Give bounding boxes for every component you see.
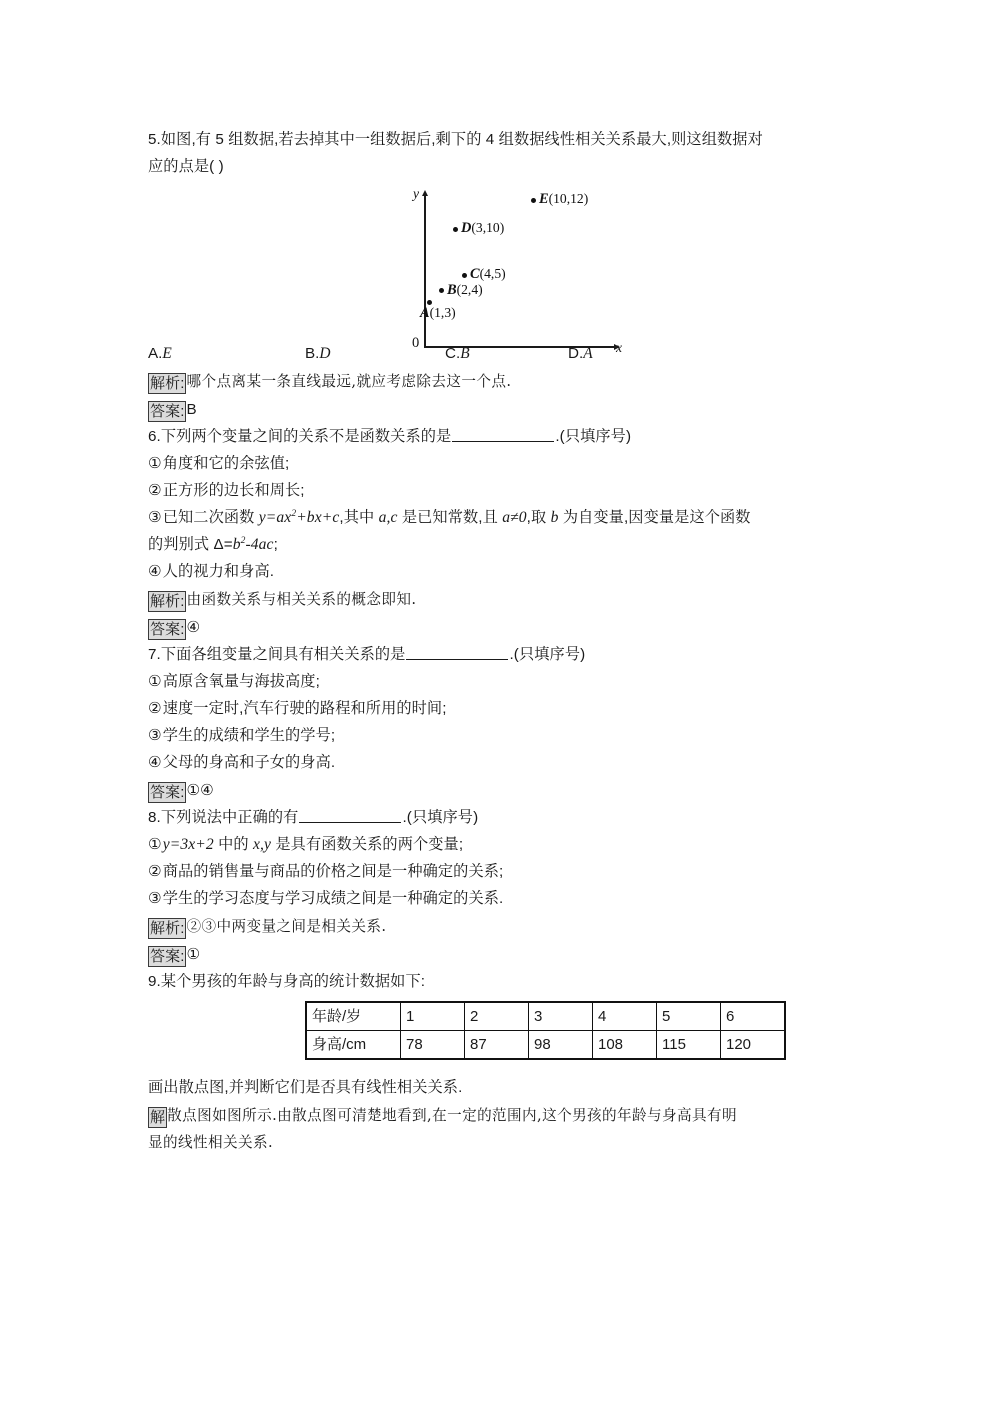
question-6-item-4: ④人的视力和身高. xyxy=(148,563,275,580)
question-6-answer xyxy=(148,614,858,641)
age-cell-1: 1 xyxy=(401,1002,465,1031)
age-cell-6: 6 xyxy=(721,1002,786,1031)
question-8-answer xyxy=(148,941,858,968)
question-9-solution-line1 xyxy=(148,1102,858,1129)
age-height-table xyxy=(305,1001,786,1060)
answer-text: ①④ xyxy=(186,782,214,799)
table-row xyxy=(306,1031,785,1060)
height-cell-3: 98 xyxy=(529,1031,593,1060)
solution-label: 解 xyxy=(150,1109,166,1126)
question-8-item-2: ②商品的销售量与商品的价格之间是一种确定的关系; xyxy=(148,863,504,880)
fill-blank[interactable] xyxy=(406,645,508,660)
choice-C[interactable]: C.B xyxy=(445,345,470,362)
x-axis-label: x xyxy=(616,340,623,355)
scatter-point-C xyxy=(462,273,467,278)
question-5-analysis xyxy=(148,368,858,395)
answer-label: 答案: xyxy=(150,403,185,420)
answer-label: 答案: xyxy=(150,784,185,801)
question-7-answer xyxy=(148,777,858,804)
document-page xyxy=(148,0,858,1156)
question-7-item-3: ③学生的成绩和学生的学号; xyxy=(148,727,336,744)
fill-blank[interactable] xyxy=(452,427,554,442)
question-8-stem: 8.下列说法中正确的有 .(只填序号) xyxy=(148,809,479,826)
question-6-item-2: ②正方形的边长和周长; xyxy=(148,482,305,499)
y-axis-arrow-icon xyxy=(422,190,428,196)
question-5-stem-line2: 应的点是( ) xyxy=(148,158,224,175)
scatter-label-C: C(4,5) xyxy=(470,266,506,282)
question-7-item-4: ④父母的身高和子女的身高. xyxy=(148,754,336,771)
solution-text: 散点图如图所示.由散点图可清楚地看到,在一定的范围内,这个男孩的年龄与身高具有明 xyxy=(167,1107,737,1124)
analysis-text: ②③中两变量之间是相关关系. xyxy=(186,918,387,935)
analysis-text: 由函数关系与相关关系的概念即知. xyxy=(186,591,417,608)
question-6-item-3: ③已知二次函数 $y=ax^2+bx+c$,其中 a,c 是已知常数,且 a≠0,取 b 为自变量,因变量是这个函数 xyxy=(148,508,751,526)
answer-text: B xyxy=(186,401,197,418)
origin-label: 0 xyxy=(412,335,420,351)
analysis-label: 解析: xyxy=(150,593,185,610)
question-6 xyxy=(148,423,858,641)
scatter-label-E: E(10,12) xyxy=(539,191,589,207)
scatter-point-B xyxy=(439,288,444,293)
question-8-analysis xyxy=(148,913,858,940)
age-cell-4: 4 xyxy=(593,1002,657,1031)
height-cell-6: 120 xyxy=(721,1031,786,1060)
question-5-answer xyxy=(148,396,858,423)
analysis-text: 哪个点离某一条直线最远,就应考虑除去这一个点. xyxy=(186,373,512,390)
height-cell-1: 78 xyxy=(401,1031,465,1060)
question-6-item-1: ①角度和它的余弦值; xyxy=(148,455,290,472)
analysis-label: 解析: xyxy=(150,920,185,937)
scatter-label-D: D(3,10) xyxy=(461,220,505,236)
choice-B[interactable]: B.D xyxy=(305,345,331,362)
age-cell-5: 5 xyxy=(657,1002,721,1031)
height-cell-4: 108 xyxy=(593,1031,657,1060)
question-9-stem: 9.某个男孩的年龄与身高的统计数据如下: xyxy=(148,973,426,990)
height-cell-5: 115 xyxy=(657,1031,721,1060)
answer-text: ④ xyxy=(186,619,201,636)
question-6-stem: 6.下列两个变量之间的关系不是函数关系的是 .(只填序号) xyxy=(148,428,632,445)
question-8-item-3: ③学生的学习态度与学习成绩之间是一种确定的关系. xyxy=(148,890,504,907)
question-7-stem: 7.下面各组变量之间具有相关关系的是 .(只填序号) xyxy=(148,646,586,663)
age-cell-2: 2 xyxy=(465,1002,529,1031)
table-row xyxy=(306,1002,785,1031)
height-cell-2: 87 xyxy=(465,1031,529,1060)
question-8 xyxy=(148,804,858,968)
choice-D[interactable]: D.A xyxy=(568,345,593,362)
question-9 xyxy=(148,968,858,1156)
age-cell-3: 3 xyxy=(529,1002,593,1031)
scatter-label-A: A(1,3) xyxy=(420,305,456,321)
answer-label: 答案: xyxy=(150,621,185,638)
question-7 xyxy=(148,641,858,804)
question-7-item-2: ②速度一定时,汽车行驶的路程和所用的时间; xyxy=(148,700,447,717)
question-9-solution-line2: 显的线性相关关系. xyxy=(148,1134,273,1151)
scatter-label-B: B(2,4) xyxy=(447,282,483,298)
question-5-choices xyxy=(148,340,858,367)
question-7-item-1: ①高原含氧量与海拔高度; xyxy=(148,673,320,690)
row-header-height: 身高/cm xyxy=(306,1031,401,1060)
question-8-item-1: ①y=3x+2 中的 x,y 是具有函数关系的两个变量; xyxy=(148,836,464,853)
question-6-analysis xyxy=(148,586,858,613)
y-axis-label: y xyxy=(413,186,420,201)
row-header-age: 年龄/岁 xyxy=(306,1002,401,1031)
question-6-item-3-cont: 的判别式 $\Delta=b^2-4ac$; xyxy=(148,535,278,553)
answer-label: 答案: xyxy=(150,948,185,965)
question-5-stem-line1: 5.如图,有 5 组数据,若去掉其中一组数据后,剩下的 4 组数据线性相关关系最大,则这组数据对 xyxy=(148,131,763,148)
y-axis xyxy=(424,196,426,348)
data-table-wrapper xyxy=(305,1001,858,1060)
analysis-label: 解析: xyxy=(150,375,185,392)
question-9-prompt: 画出散点图,并判断它们是否具有线性相关关系. xyxy=(148,1079,463,1096)
fill-blank[interactable] xyxy=(299,808,401,823)
question-5 xyxy=(148,126,858,423)
answer-text: ① xyxy=(186,946,201,963)
scatter-point-D xyxy=(453,227,458,232)
scatter-point-E xyxy=(531,198,536,203)
choice-A[interactable]: A.E xyxy=(148,345,172,362)
